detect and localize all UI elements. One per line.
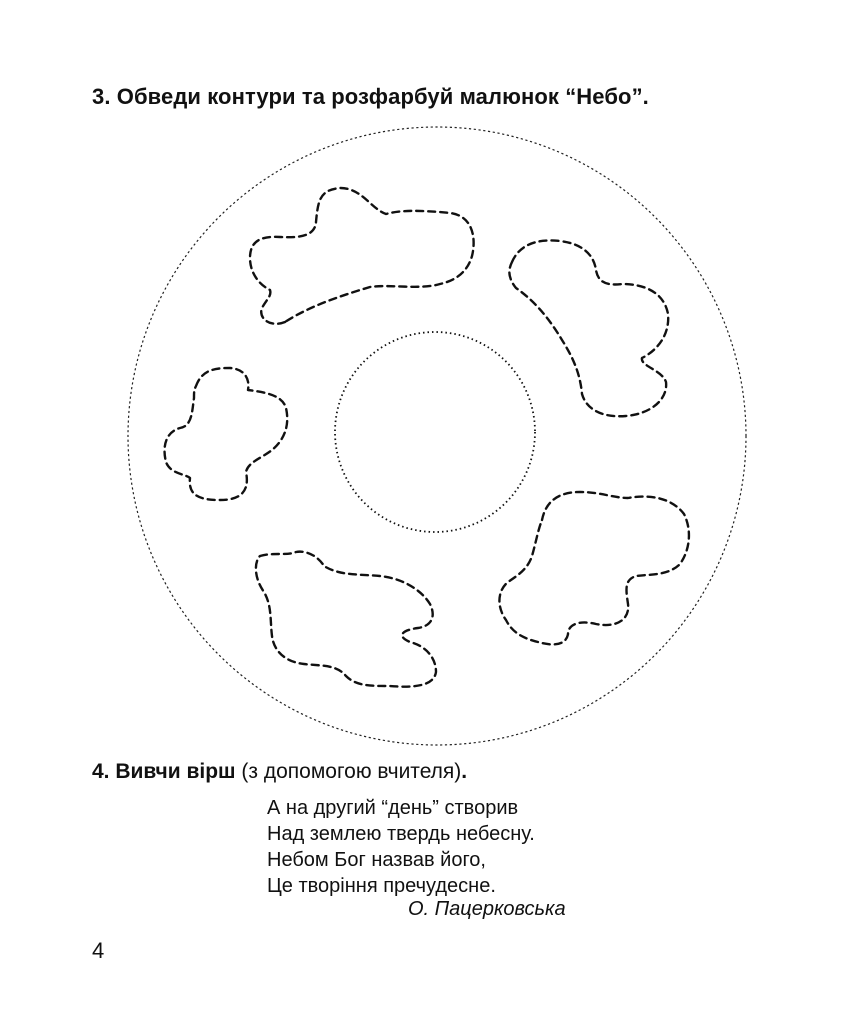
cloud-top-left: [250, 188, 474, 324]
task-4-heading: [92, 760, 467, 784]
poem-line: Це творіння пречудесне.: [267, 875, 496, 897]
cloud-bottom-right: [499, 492, 689, 644]
sun-dotted-circle: [335, 332, 535, 532]
poem-line: А на другий “день” створив: [267, 797, 519, 819]
task-3-heading: 3. Обведи контури та розфарбуй малюнок “Небо”.: [92, 84, 649, 109]
cloud-middle-left: [165, 368, 288, 500]
task-4-instruction: Вивчи вірш: [115, 760, 236, 783]
poem: [267, 795, 535, 899]
poem-author: О. Пацерковська: [408, 898, 566, 920]
task-4-note: (з допомогою вчителя): [241, 760, 462, 783]
cloud-top-right: [509, 240, 668, 416]
poem-line: Небом Бог назвав його,: [267, 849, 486, 871]
cloud-bottom-left: [256, 552, 436, 687]
task-4-number: 4.: [92, 760, 110, 783]
task-4-period: .: [461, 760, 468, 783]
poem-line: Над землею твердь небесну.: [267, 823, 535, 845]
page-number: 4: [92, 938, 105, 963]
outer-dotted-circle: [128, 127, 746, 745]
